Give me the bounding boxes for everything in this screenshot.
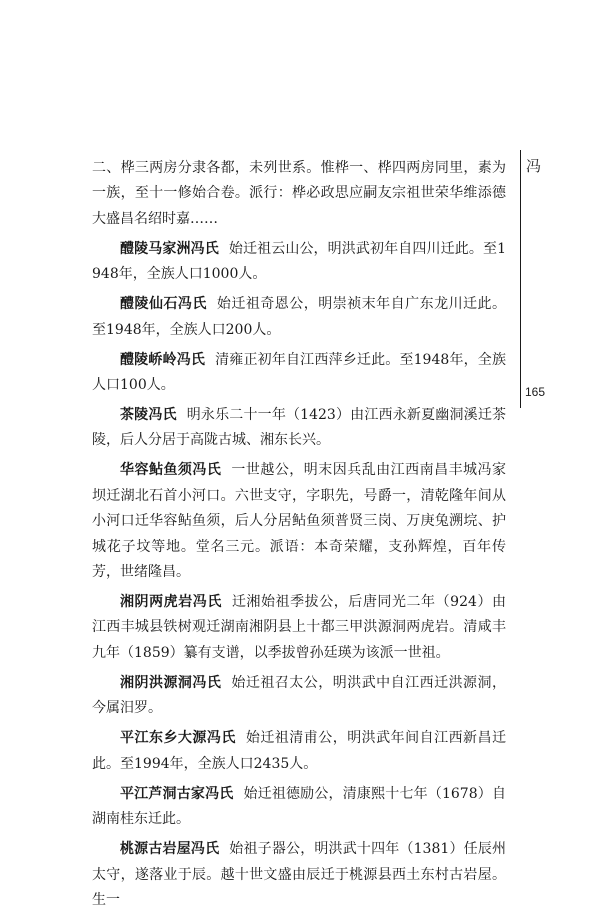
paragraph-body: 始迁祖召太公，明洪武中自江西迁洪源洞，今属汨罗。 xyxy=(92,674,507,717)
paragraph xyxy=(92,458,506,585)
clan-heading: 醴陵峤岭冯氏 xyxy=(120,351,206,368)
paragraph xyxy=(92,837,506,913)
paragraph-body: 始迁祖德励公，清康熙十七年（1678）自湖南桂东迁此。 xyxy=(92,785,506,828)
page-number: 165 xyxy=(525,385,546,399)
paragraph-body: 明永乐二十一年（1423）由江西永新夏幽洞溪迁茶陵，后人分居于高陇古城、湘东长兴。 xyxy=(92,407,506,449)
clan-heading: 醴陵仙石冯氏 xyxy=(120,296,207,313)
clan-heading: 茶陵冯氏 xyxy=(120,407,177,424)
paragraph xyxy=(92,292,506,343)
paragraph xyxy=(92,590,506,666)
paragraph-body: 清雍正初年自江西萍乡迁此。至1948年，全族人口100人。 xyxy=(92,351,506,394)
paragraph-body: 始迁祖云山公，明洪武初年自四川迁此。至1948年，全族人口1000人。 xyxy=(92,240,507,283)
clan-heading: 湘阴洪源洞冯氏 xyxy=(120,674,222,691)
clan-heading: 桃源古岩屋冯氏 xyxy=(120,841,220,858)
paragraph xyxy=(92,782,506,833)
text-column xyxy=(92,156,506,918)
paragraph-body: 二、桦三两房分隶各都，未列世系。惟桦一、桦四两房同里，素为一族，至十一修始合卷。派行：桦必政思应嗣友宗祖世荣华维添德大盛昌名绍时嘉…… xyxy=(92,160,506,227)
clan-heading: 醴陵马家洲冯氏 xyxy=(120,240,219,257)
paragraph xyxy=(92,671,506,722)
clan-heading: 华容鲇鱼须冯氏 xyxy=(120,462,222,479)
section-character: 冯 xyxy=(526,157,542,175)
paragraph-body: 始祖子器公，明洪武十四年（1381）任辰州太守，遂落业于辰。越十世文盛由辰迁于桃源县西土东村古岩屋。生一 xyxy=(92,841,506,908)
paragraph-body: 迁湘始祖季拔公，后唐同光二年（924）由江西丰城县铁树观迁湖南湘阴县上十都三甲洪源洞两虎岩。清咸丰九年（1859）纂有支谱，以季拔曾孙廷瑛为该派一世祖。 xyxy=(92,594,506,661)
paragraph xyxy=(92,156,506,232)
clan-heading: 平江东乡大源冯氏 xyxy=(120,730,236,747)
paragraph xyxy=(92,726,506,777)
clan-heading: 湘阴两虎岩冯氏 xyxy=(120,594,222,611)
paragraph-body: 始迁祖清甫公，明洪武年间自江西新昌迁此。至1994年，全族人口2435人。 xyxy=(92,730,507,772)
margin-rule xyxy=(520,150,521,408)
clan-heading: 平江芦洞古家冯氏 xyxy=(120,785,234,802)
paragraph xyxy=(92,403,506,454)
paragraph-body: 始迁祖奇恩公，明崇祯末年自广东龙川迁此。至1948年，全族人口200人。 xyxy=(92,296,507,338)
paragraph xyxy=(92,348,506,399)
paragraph xyxy=(92,237,506,288)
paragraph-body: 一世越公，明末因兵乱由江西南昌丰城冯家坝迁湖北石首小河口。六世支守，字职先，号爵一，清乾隆年间从小河口迁华容鲇鱼须，后人分居鲇鱼须普贤三岗、万庚兔溯垸、护城花子坟等地。堂名三元。派语：本奇荣耀，支孙辉煌，百年传芳，世绪隆昌。 xyxy=(92,462,507,581)
